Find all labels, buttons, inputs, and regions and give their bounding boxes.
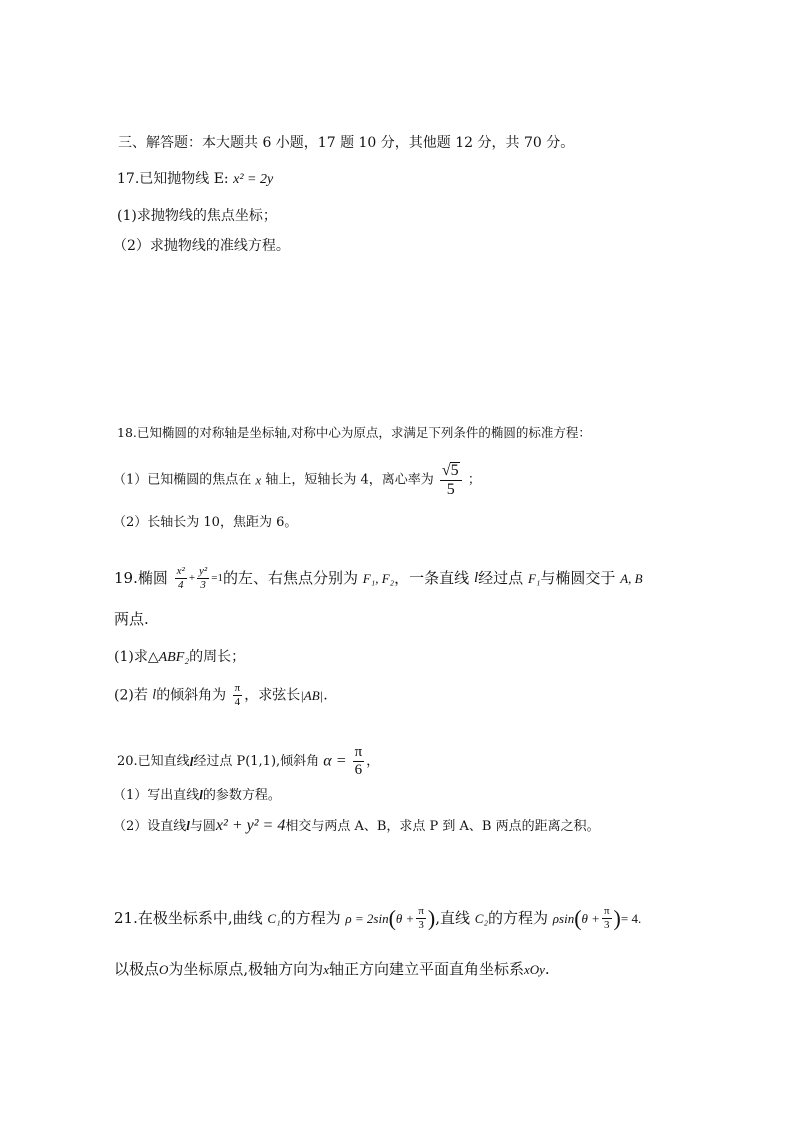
q19-part2-ab: |AB|: [300, 688, 324, 703]
q20-part2-b: 与圆: [189, 819, 216, 834]
q21-c1: C₁: [267, 911, 281, 926]
q19-mid2: ，一条直线: [394, 569, 470, 587]
q19-line-l: l: [473, 570, 479, 586]
q18-part2: （2）长轴长为 10，焦距为 6。: [113, 515, 298, 530]
q21-d: 的方程为: [488, 909, 549, 927]
q21-rho2: ρsin: [552, 911, 575, 926]
q18-part1-num: 5: [450, 462, 459, 479]
q21-rho-eq: ρ = 2sin: [345, 911, 389, 926]
q17-stem: [117, 172, 273, 187]
q21-b: 的方程为: [280, 909, 341, 927]
q17-equation: x² = 2y: [233, 172, 274, 187]
q19-frac2: [197, 566, 209, 591]
q21-line2: [114, 962, 550, 977]
q18-part1: [113, 462, 481, 502]
q19-triangle: △ABF₂: [147, 650, 190, 665]
right-paren-icon: ): [613, 905, 621, 931]
q21-three: 3: [418, 919, 424, 931]
q17-part1: (1)求抛物线的焦点坐标；: [117, 208, 277, 224]
q18-part1-x: x: [255, 472, 262, 488]
q19-part2-b: 的倾斜角为: [156, 687, 227, 704]
q19-part2-c: ，求弦长: [244, 687, 301, 704]
q18-part1-a: （1）已知椭圆的焦点在: [113, 472, 252, 488]
q20-angle-fraction: [353, 745, 365, 778]
q20-circle-equation: x² + y² = 4: [215, 817, 286, 834]
sqrt-icon: √: [441, 462, 451, 479]
q21-theta: θ +: [395, 911, 415, 926]
q20-part1-l: l: [199, 787, 203, 802]
q21-c2: C₂: [474, 911, 488, 926]
q18-part1-b: 轴上，短轴长为 4，离心率为: [265, 472, 434, 488]
q21-eq4: = 4.: [620, 911, 642, 926]
q19-cont: 两点.: [114, 610, 149, 628]
q21-frac2: [602, 906, 612, 931]
q21-three-2: 3: [604, 919, 610, 931]
q20-den: 6: [354, 762, 363, 778]
q19-den2: 3: [200, 579, 206, 591]
q21-c: ,直线: [435, 909, 471, 927]
q19-foci: F₁, F₂: [362, 571, 395, 586]
q19-part2-a: (2)若: [114, 687, 148, 704]
q20-part2-c: 相交与两点 A、B，求点 P 到 A、B 两点的距离之积。: [285, 819, 600, 834]
q19-stem: [114, 566, 643, 606]
q19-frac1: [175, 566, 187, 591]
q21-pi-2: π: [603, 905, 610, 917]
left-paren-icon: (: [388, 905, 396, 931]
q19-num2: y²: [199, 565, 208, 577]
q20-stem-a: 20.已知直线: [117, 754, 190, 769]
q21-xOy: xOy: [523, 962, 545, 977]
q20-alpha: α =: [323, 752, 347, 770]
q21-x: x: [323, 962, 329, 977]
q19-ab: A, B: [620, 571, 643, 586]
q21-line2-end: .: [544, 960, 550, 978]
q19-prefix: 19.椭圆: [114, 569, 168, 587]
q20-part2: [113, 818, 600, 834]
q18-eccentricity-fraction: [440, 462, 462, 498]
q20-part2-l: l: [186, 818, 190, 833]
q19-part1-a: (1)求: [114, 649, 148, 665]
q19-num1: x²: [176, 565, 185, 577]
q19-part2-den: 4: [234, 696, 241, 708]
q20-part2-a: （2）设直线: [113, 819, 187, 834]
q19-plus: +: [188, 572, 196, 584]
q21-O: O: [159, 962, 169, 977]
q19-mid: 的左、右焦点分别为: [222, 569, 358, 587]
q21-a: 21.在极坐标系中,曲线: [114, 909, 263, 927]
q21-stem: [114, 906, 641, 950]
q21-line2-b: 为坐标原点,极轴方向为: [168, 960, 324, 978]
right-paren-icon: ): [427, 905, 436, 931]
q19-part2-end: .: [323, 687, 328, 704]
q17-stem-prefix: 17.已知抛物线 E:: [117, 171, 229, 187]
q21-pi: π: [418, 905, 424, 917]
q19-part1-b: 的周长；: [189, 649, 246, 665]
q21-line2-a: 以极点: [114, 960, 160, 978]
q18-part1-end: ；: [467, 472, 481, 488]
q19-den1: 4: [177, 579, 184, 591]
q19-angle-fraction: [233, 683, 243, 708]
q19-mid3: 经过点: [478, 569, 524, 587]
q19-f1: F₁: [527, 571, 541, 586]
q19-eq: =1: [211, 572, 223, 584]
q20-stem: [117, 745, 379, 785]
q19-part1: [114, 650, 245, 665]
q17-part2: （2）求抛物线的准线方程。: [113, 238, 290, 254]
q20-stem-b: 经过点 P(1,1),倾斜角: [193, 754, 320, 769]
q19-mid4: 与椭圆交于: [540, 569, 616, 587]
q21-frac1: [416, 906, 426, 931]
q20-part1: [113, 788, 281, 802]
q21-theta-2: θ +: [581, 911, 600, 926]
q20-part1-b: 的参数方程。: [202, 788, 281, 803]
q20-part1-a: （1）写出直线: [113, 788, 200, 803]
q20-l: l: [189, 754, 194, 769]
left-paren-icon: (: [574, 905, 582, 931]
q19-part2-l: l: [152, 687, 157, 703]
q21-line2-c: 轴正方向建立平面直角坐标系: [328, 960, 524, 978]
q20-num: π: [354, 744, 363, 760]
q19-part2: [114, 683, 328, 723]
q19-part2-num: π: [234, 682, 241, 694]
q18-stem: 18.已知椭圆的对称轴是坐标轴,对称中心为原点，求满足下列条件的椭圆的标准方程：: [117, 425, 591, 440]
q18-part1-den: 5: [446, 481, 455, 498]
section-header: 三、解答题：本大题共 6 小题，17 题 10 分，其他题 12 分，共 70 分。: [118, 135, 575, 151]
q20-stem-end: ，: [366, 754, 380, 769]
